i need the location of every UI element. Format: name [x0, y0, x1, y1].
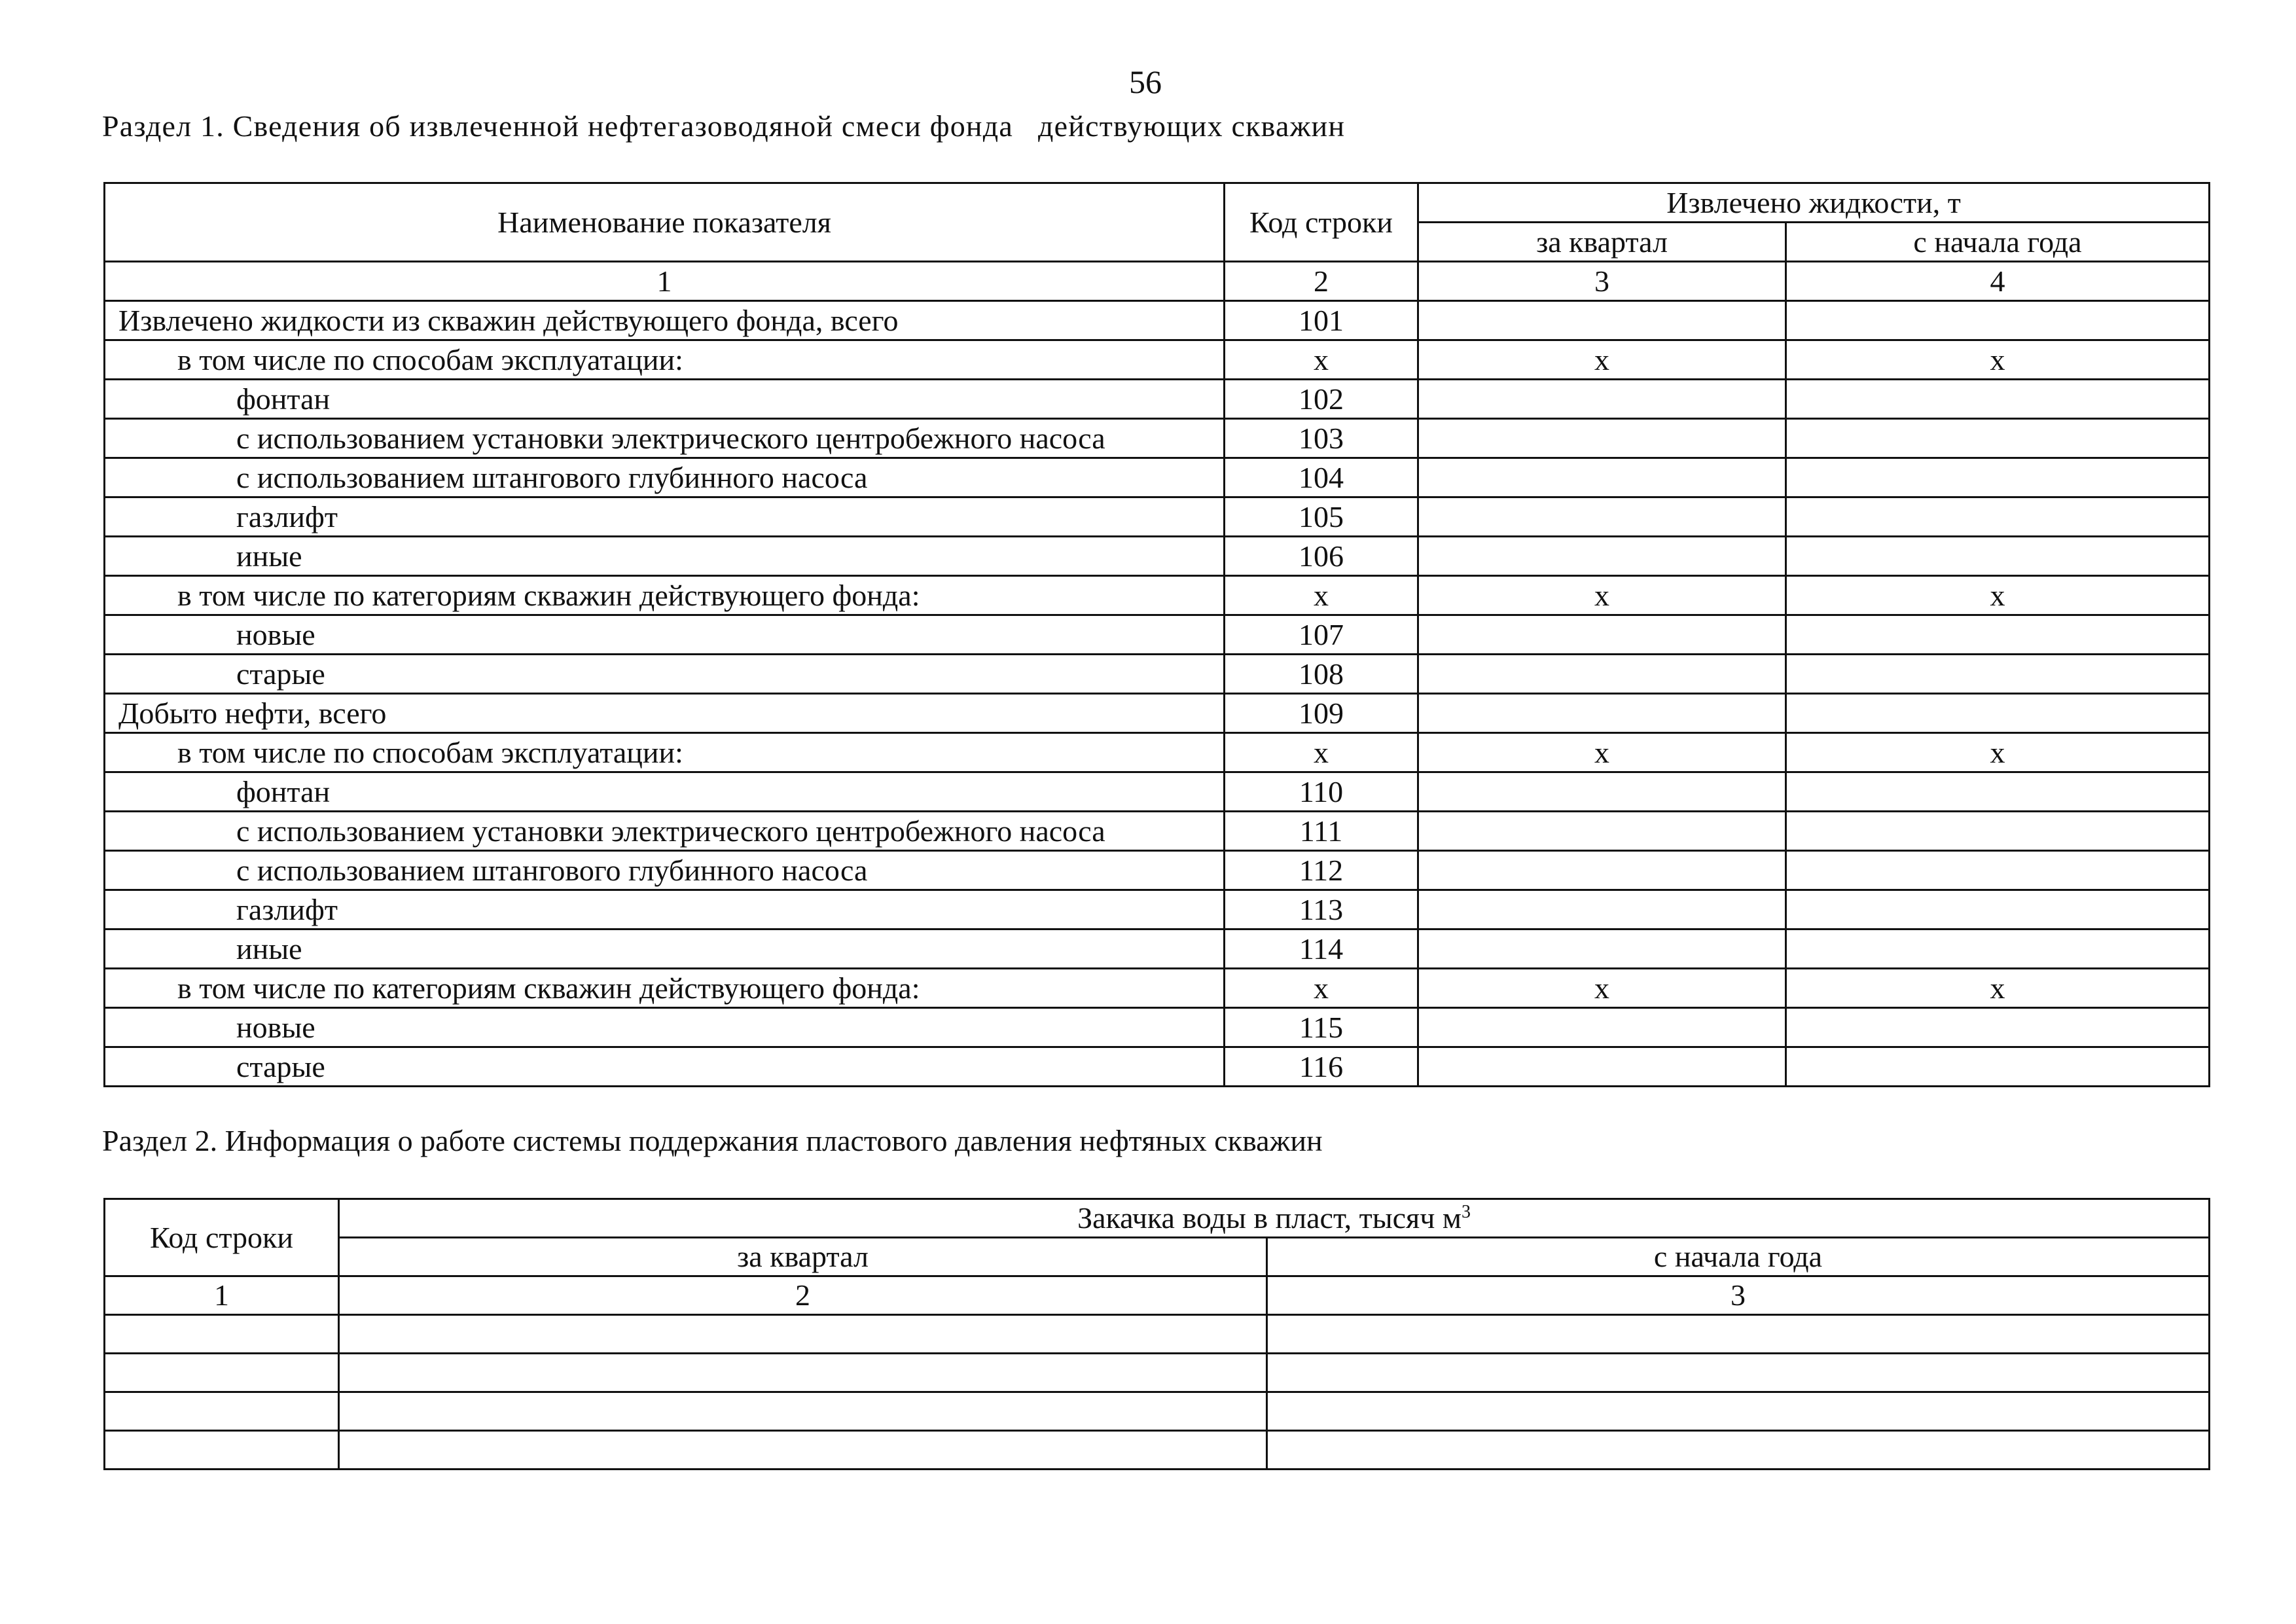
row-code: 107	[1225, 615, 1418, 655]
row-year-value	[1786, 1047, 2210, 1087]
row-year-value	[1786, 772, 2210, 812]
header-year: с начала года	[1786, 223, 2210, 262]
row-code: 115	[1225, 1008, 1418, 1047]
row-year-value: x	[1786, 969, 2210, 1008]
table-row	[105, 655, 2210, 694]
row-year-value	[1786, 694, 2210, 733]
row-quarter-value	[1418, 1047, 1786, 1087]
row-quarter-value	[1418, 812, 1786, 851]
row-name: с использованием установки электрического центробежного насоса	[105, 812, 1225, 851]
header-row-sub	[105, 1238, 2210, 1276]
row-quarter-value	[339, 1315, 1267, 1354]
col-number-4: 4	[1786, 262, 2210, 301]
row-year-value	[1267, 1392, 2210, 1431]
row-quarter-value	[339, 1431, 1267, 1470]
header-code: Код строки	[105, 1199, 339, 1276]
row-code: x	[1225, 733, 1418, 772]
table-row	[105, 537, 2210, 576]
table-row	[105, 1431, 2210, 1470]
table-row	[105, 1315, 2210, 1354]
row-quarter-value	[1418, 694, 1786, 733]
row-quarter-value: x	[1418, 340, 1786, 380]
col-number-2: 2	[1225, 262, 1418, 301]
table-row	[105, 1354, 2210, 1392]
row-code: 111	[1225, 812, 1418, 851]
row-name: с использованием установки электрического центробежного насоса	[105, 419, 1225, 458]
row-code: 109	[1225, 694, 1418, 733]
row-quarter-value	[1418, 655, 1786, 694]
row-code: 102	[1225, 380, 1418, 419]
table-row	[105, 812, 2210, 851]
header-row-top	[105, 183, 2210, 223]
row-year-value	[1786, 812, 2210, 851]
table-row	[105, 733, 2210, 772]
header-injection-sup: 3	[1461, 1202, 1471, 1222]
table-row	[105, 497, 2210, 537]
row-name: в том числе по категориям скважин действующего фонда:	[105, 969, 1225, 1008]
row-code	[105, 1354, 339, 1392]
table-row	[105, 576, 2210, 615]
row-name: газлифт	[105, 497, 1225, 537]
row-year-value	[1267, 1431, 2210, 1470]
row-year-value	[1786, 615, 2210, 655]
table-row	[105, 929, 2210, 969]
col-number-2: 2	[339, 1276, 1267, 1315]
row-year-value	[1786, 929, 2210, 969]
row-code: x	[1225, 576, 1418, 615]
page-number: 56	[1129, 63, 1162, 100]
row-name: старые	[105, 655, 1225, 694]
col-number-3: 3	[1267, 1276, 2210, 1315]
header-code: Код строки	[1225, 183, 1418, 262]
row-name: газлифт	[105, 890, 1225, 929]
header-row-top	[105, 1199, 2210, 1238]
col-number-1: 1	[105, 262, 1225, 301]
row-quarter-value: x	[1418, 733, 1786, 772]
row-quarter-value	[1418, 380, 1786, 419]
row-year-value	[1786, 301, 2210, 340]
row-quarter-value	[1418, 772, 1786, 812]
header-year: с начала года	[1267, 1238, 2210, 1276]
row-quarter-value	[339, 1392, 1267, 1431]
table-row	[105, 890, 2210, 929]
row-code: 105	[1225, 497, 1418, 537]
row-year-value	[1786, 419, 2210, 458]
row-code: 116	[1225, 1047, 1418, 1087]
row-name: новые	[105, 1008, 1225, 1047]
row-year-value	[1786, 380, 2210, 419]
header-extracted: Извлечено жидкости, т	[1418, 183, 2210, 223]
row-name: иные	[105, 537, 1225, 576]
header-injection-text: Закачка воды в пласт, тысяч м	[1077, 1201, 1462, 1235]
row-name: Добыто нефти, всего	[105, 694, 1225, 733]
row-quarter-value: x	[1418, 576, 1786, 615]
table-row	[105, 301, 2210, 340]
row-year-value	[1267, 1315, 2210, 1354]
row-name: в том числе по категориям скважин действующего фонда:	[105, 576, 1225, 615]
row-name: с использованием штангового глубинного насоса	[105, 458, 1225, 497]
column-number-row	[105, 1276, 2210, 1315]
row-name: старые	[105, 1047, 1225, 1087]
row-name: иные	[105, 929, 1225, 969]
row-quarter-value	[1418, 419, 1786, 458]
row-quarter-value	[339, 1354, 1267, 1392]
table-row	[105, 772, 2210, 812]
row-code: 106	[1225, 537, 1418, 576]
row-code: 112	[1225, 851, 1418, 890]
col-number-1: 1	[105, 1276, 339, 1315]
header-quarter: за квартал	[339, 1238, 1267, 1276]
row-code: 110	[1225, 772, 1418, 812]
header-name: Наименование показателя	[105, 183, 1225, 262]
row-year-value: x	[1786, 340, 2210, 380]
row-code: 104	[1225, 458, 1418, 497]
section-2-title: Раздел 2. Информация о работе системы поддержания пластового давления нефтяных скважин	[102, 1124, 1323, 1157]
row-quarter-value	[1418, 851, 1786, 890]
table-row	[105, 1008, 2210, 1047]
table-row	[105, 1392, 2210, 1431]
row-code: x	[1225, 969, 1418, 1008]
row-code: x	[1225, 340, 1418, 380]
section-1-title: Раздел 1. Сведения об извлеченной нефтегазоводяной смеси фонда действующих скважин	[102, 109, 1346, 143]
table-row	[105, 1047, 2210, 1087]
row-name: в том числе по способам эксплуатации:	[105, 733, 1225, 772]
section-2-table	[103, 1198, 2210, 1470]
row-code: 114	[1225, 929, 1418, 969]
row-code: 103	[1225, 419, 1418, 458]
row-year-value	[1786, 497, 2210, 537]
table-row	[105, 615, 2210, 655]
table-row	[105, 694, 2210, 733]
column-number-row	[105, 262, 2210, 301]
row-code: 108	[1225, 655, 1418, 694]
header-quarter: за квартал	[1418, 223, 1786, 262]
row-quarter-value	[1418, 458, 1786, 497]
row-year-value	[1786, 851, 2210, 890]
row-year-value	[1786, 655, 2210, 694]
table-row	[105, 419, 2210, 458]
row-year-value	[1786, 1008, 2210, 1047]
row-year-value	[1786, 537, 2210, 576]
table-row	[105, 851, 2210, 890]
row-quarter-value	[1418, 301, 1786, 340]
table-row	[105, 969, 2210, 1008]
row-quarter-value	[1418, 1008, 1786, 1047]
row-year-value: x	[1786, 576, 2210, 615]
row-code	[105, 1315, 339, 1354]
row-code	[105, 1431, 339, 1470]
header-injection	[339, 1199, 2210, 1238]
row-name: новые	[105, 615, 1225, 655]
col-number-3: 3	[1418, 262, 1786, 301]
row-quarter-value	[1418, 497, 1786, 537]
row-name: фонтан	[105, 772, 1225, 812]
row-quarter-value	[1418, 890, 1786, 929]
row-year-value	[1786, 458, 2210, 497]
table-row	[105, 340, 2210, 380]
row-quarter-value	[1418, 615, 1786, 655]
row-quarter-value	[1418, 929, 1786, 969]
row-code	[105, 1392, 339, 1431]
row-name: фонтан	[105, 380, 1225, 419]
row-name: с использованием штангового глубинного насоса	[105, 851, 1225, 890]
table-row	[105, 380, 2210, 419]
row-name: Извлечено жидкости из скважин действующего фонда, всего	[105, 301, 1225, 340]
row-year-value	[1786, 890, 2210, 929]
row-quarter-value	[1418, 537, 1786, 576]
table-row	[105, 458, 2210, 497]
section-1-table	[103, 182, 2210, 1087]
row-quarter-value: x	[1418, 969, 1786, 1008]
row-code: 113	[1225, 890, 1418, 929]
row-year-value	[1267, 1354, 2210, 1392]
row-year-value: x	[1786, 733, 2210, 772]
row-name: в том числе по способам эксплуатации:	[105, 340, 1225, 380]
row-code: 101	[1225, 301, 1418, 340]
